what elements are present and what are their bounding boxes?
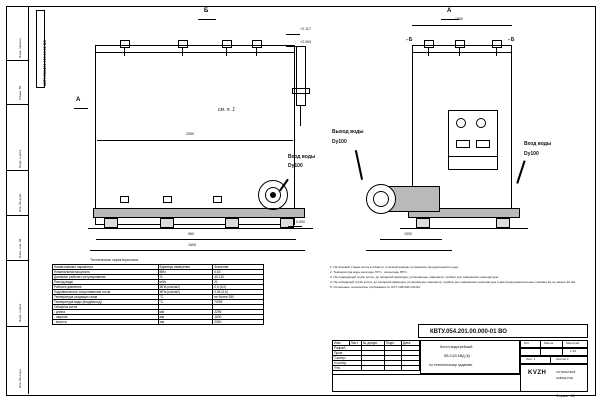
drawing-note-see-p1: см. п. 1 [218,107,236,113]
nozzle-left-4 [252,40,262,48]
callout-outlet-sub: Dy100 [332,139,347,145]
company-logo: KVZH [528,370,547,376]
elev-leader-3 [288,226,302,227]
col-header-2: № докум. [361,341,384,346]
margin-div-3 [6,170,28,171]
spec-5-2: не более 280 [213,295,264,300]
instrument-gauge-1 [456,118,466,128]
nozzle-left-3 [222,40,232,48]
top-designation-text: КВТУ.054.201.000.00-01 ВО [43,39,47,86]
nozzle-right-2 [455,40,465,48]
sheet-number: Лист 1 [526,357,536,361]
view-label-a-top: А [447,8,452,14]
view-label-a-left: А [76,97,81,103]
support-left-2 [160,218,174,228]
dim-2050-line [97,140,293,141]
spec-8-1: мм [158,310,213,315]
company-line-1: ЗАВОД РЭК [556,376,574,380]
col-header-3: Подп. [384,341,401,346]
note-item: 3. На подводящей трубе котла, до запорной арматуры установлены: манометр, прибор для измерения температуры. [330,275,499,280]
sheet-info-div [550,356,551,364]
spec-10-2: 2050 [213,320,264,325]
nozzle-stem-3 [226,48,227,56]
sheet-count: Листов 2 [556,357,569,361]
table-row [53,320,264,325]
margin-label-6: Инв. № подл. [18,368,22,388]
role-0: Разраб. [333,346,362,351]
nozzle-stem-4 [256,48,257,56]
callout-inlet-front-title: Вход воды [288,154,316,160]
note-item: 2. Температура воды на входе 70°С., на выходе 95°С. [330,270,408,275]
margin-div-4 [6,215,28,216]
product-name-line-1: КВ-0,63 КВД (К) [444,354,471,358]
spec-8-0: - длина [53,310,159,315]
dim-1605-line [366,250,452,251]
product-name-line-0: Котел водогрейный [440,345,473,349]
burner-assembly-left [296,46,306,106]
bottom-nozzle-2 [163,196,172,203]
support-right-2 [496,218,510,228]
spec-5-1: °С [158,295,213,300]
role-3: Н.контр. [333,361,362,366]
spec-4-0: Гидравлическое сопротивление котла [53,290,159,295]
spec-10-0: - высота [53,320,159,325]
role-1: Пров. [333,351,362,356]
spec-6-1: °С [158,300,213,305]
view-b-underline [198,19,216,20]
spec-2-1: м3/ч [158,280,213,285]
spec-6-2: 70/95 [213,300,264,305]
note-item: 4. На отводящей трубе котла, до запорной арматуры установлены: манометр, прибор для измерения температуры и два предохранительных клапана Dy не менее 40 мм. [330,280,576,285]
dim-2050-text: 2050 [186,132,194,136]
title-block-roles [332,340,420,371]
spec-9-2: 1630 [213,315,264,320]
product-name-line-2: по техническому заданию [429,363,473,367]
view-a-left-underline [74,108,88,109]
inlet-flange-left-core [270,192,276,198]
bottom-nozzle-1 [120,196,129,203]
stage-header-0: Лит. [524,341,530,345]
margin-label-2: Подп. и дата [18,149,22,168]
spec-header-1: Единицы измерения [158,265,213,270]
dim-960-line [380,239,442,240]
nozzle-stem-2 [182,48,183,56]
dim-2205-text: 960 [188,232,194,236]
margin-div-5 [6,260,28,261]
dim-960-text: 1530 [404,232,412,236]
stage-header-1: Масса [544,341,554,345]
nozzle-stem-r2 [459,48,460,56]
role-4: Утв. [333,366,362,371]
support-left-3 [225,218,239,228]
margin-label-4: Взам. инв. № [18,238,22,258]
spec-4-1: МПа (кгс/см2) [158,290,213,295]
nozzle-stem-r1 [428,48,429,56]
spec-0-1: МВт [158,270,213,275]
section-b-mark-1: ⌐Б [406,37,413,43]
elevation-1: +2.117 [300,27,311,31]
notes-block [330,266,585,290]
burner-head-left [292,88,310,94]
stage-values-box [520,348,588,356]
ground-line-left [88,228,313,229]
table-row [333,366,420,371]
spec-5-0: Температура уходящих газов [53,295,159,300]
dim-1260-line [412,25,512,26]
nozzle-stem-r3 [496,48,497,56]
margin-label-3: Инв. № дубл. [18,192,22,212]
margin-div-6 [6,326,28,327]
instrument-box-1 [456,140,470,148]
stage-value-scale: 1:15 [570,349,577,353]
spec-1-0: Диапазон рабочего регулирования [53,275,159,280]
instrument-gauge-2 [476,118,486,128]
nozzle-left-2 [178,40,188,48]
col-header-1: Лист [349,341,361,346]
note-item: 5. Остальные технические требования по ОСТ 108.030.133-84. [330,285,421,290]
ground-line-right [400,228,528,229]
spec-9-0: - ширина [53,315,159,320]
spec-3-2: 0,6 (6,0) [213,285,264,290]
spec-3-1: МПа (кгс/см2) [158,285,213,290]
boiler-left-inner-top [95,52,295,53]
spec-9-1: мм [158,315,213,320]
spec-header-2: Значение [213,265,264,270]
company-block [520,364,588,392]
col-header-4: Дата [401,341,419,346]
role-4-name [361,366,384,371]
dim-2296-line [90,250,305,251]
panel-divider [448,156,498,157]
nozzle-stem-1 [124,48,125,56]
spec-table [52,264,264,325]
dim-2296-text: 1605 [188,243,196,247]
lower-chamber-flange-inner [373,191,389,207]
spec-3-0: Рабочее давление [53,285,159,290]
role-2: Т.контр. [333,356,362,361]
left-margin-line [28,6,29,394]
company-line-0: КОТЕЛЬНЫЙ [556,370,576,374]
dim-2205-line [96,239,296,240]
margin-label-5: Подп. и дата [18,303,22,322]
spec-7-0: Габариты котла [53,305,159,310]
callout-inlet-right-sub: Dy100 [524,151,539,157]
elev-leader-1 [286,34,300,35]
section-b-mark-2: ⌐Б [508,37,515,43]
spec-10-1: мм [158,320,213,325]
support-right-1 [416,218,430,228]
dim-1260-text: 1260 [455,17,463,21]
spec-4-2: 0,06 (0,6) [213,290,264,295]
burner-pipe-left [300,106,301,126]
callout-inlet-right-title: Вход воды [524,141,552,147]
view-label-b: Б [204,8,209,14]
instrument-box-2 [476,140,490,148]
bottom-nozzle-3 [213,196,222,203]
boiler-right-inner-top [412,52,512,53]
spec-0-0: Номинальная мощность [53,270,159,275]
margin-label-0: Перв. примен. [18,37,22,58]
spec-header-0: Наименование параметра [53,265,159,270]
spec-1-2: 40-110 [213,275,264,280]
margin-label-1: Справ. № [18,85,22,100]
nozzle-right-1 [424,40,434,48]
note-item: 1. На боковой стенке котла в области точечной камеры установлен продувочный штуцер. [330,265,460,269]
spec-8-2: 2296 [213,310,264,315]
role-4-date [401,366,419,371]
callout-outlet-title: Выход воды [332,129,364,135]
spec-table-title: Техническая характеристика [90,258,139,262]
nozzle-right-3 [492,40,502,48]
spec-1-1: % [158,275,213,280]
margin-div-1 [6,60,28,61]
spec-2-0: Расход воды [53,280,159,285]
elevation-2: +2.000 [300,40,312,44]
role-4-sign [384,366,401,371]
format-label: Формат А3 [556,394,576,398]
spec-0-2: 0,63 [213,270,264,275]
nozzle-left-1 [120,40,130,48]
elevation-3: 0.000 [296,220,305,224]
col-header-0: Изм. [333,341,350,346]
spec-2-2: 21 [213,280,264,285]
designation-text: КВТУ.054.201.00.000-01 ВО [430,329,507,335]
title-inner-hline [332,374,520,375]
support-left-1 [104,218,118,228]
stage-header-2: Масштаб [566,341,580,345]
callout-inlet-front-sub: Dy100 [288,163,303,169]
margin-div-2 [6,104,28,105]
elev-leader-2 [286,46,300,47]
spec-6-0: Температура воды (вход/выход) [53,300,159,305]
